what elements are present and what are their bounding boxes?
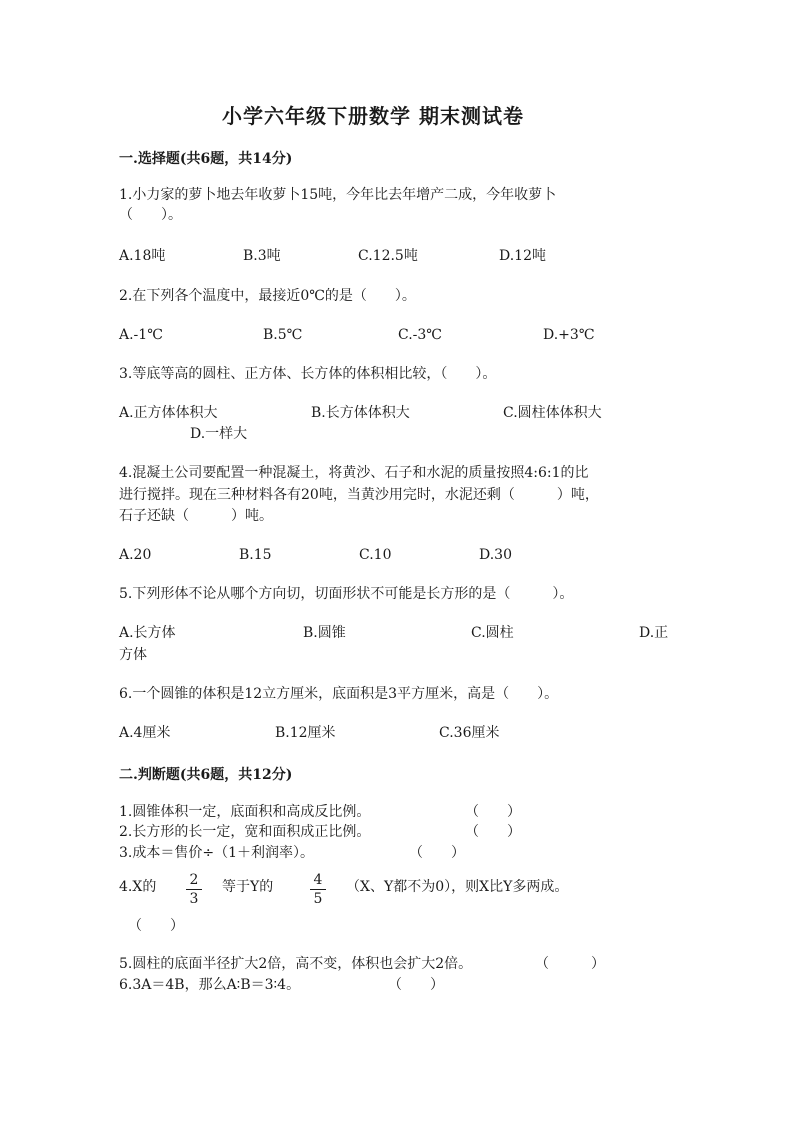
option-b[interactable]: B.长方体体积大	[311, 405, 410, 421]
option-b[interactable]: B.12厘米	[275, 725, 336, 741]
fraction-bar	[186, 889, 202, 890]
answer-blank[interactable]: （ ）	[535, 956, 605, 972]
statement-text: 3.成本＝售价÷（1＋利润率）。	[119, 845, 314, 861]
question-text: 进行搅拌。现在三种材料各有20吨，当黄沙用完时，水泥还剩（ ）吨，	[119, 487, 599, 503]
option-c[interactable]: C.10	[359, 547, 392, 563]
option-a[interactable]: A.4厘米	[119, 725, 171, 741]
fraction-numerator: 2	[189, 872, 199, 888]
fraction-bar	[310, 889, 326, 890]
page-title: 小学六年级下册数学 期末测试卷	[222, 104, 524, 128]
question-text: （ ）。	[119, 207, 182, 223]
option-d-continued: 方体	[119, 647, 147, 663]
fraction-two-thirds	[186, 872, 202, 907]
question-text: 5.下列形体不论从哪个方向切，切面形状不可能是长方形的是（ ）。	[119, 586, 574, 602]
option-d[interactable]: D.30	[479, 547, 512, 563]
option-d[interactable]: D.正	[639, 625, 669, 641]
option-b[interactable]: B.圆锥	[303, 625, 346, 641]
option-d[interactable]: D.12吨	[499, 248, 546, 264]
question-text: 4.混凝土公司要配置一种混凝土，将黄沙、石子和水泥的质量按照4:6:1的比	[119, 465, 589, 481]
section-heading-true-false: 二.判断题(共6题，共12分)	[119, 767, 293, 783]
answer-blank[interactable]: （ ）	[409, 845, 465, 861]
statement-text: 1.圆锥体积一定，底面积和高成反比例。	[119, 804, 371, 820]
fraction-numerator: 4	[313, 872, 323, 888]
fraction-four-fifths	[310, 872, 326, 907]
statement-text: （X、Y都不为0），则X比Y多两成。	[346, 879, 569, 895]
statement-text: 5.圆柱的底面半径扩大2倍，高不变，体积也会扩大2倍。	[119, 956, 473, 972]
question-text: 6.一个圆锥的体积是12立方厘米，底面积是3平方厘米，高是（ ）。	[119, 686, 559, 702]
option-a[interactable]: A.长方体	[119, 625, 176, 641]
answer-blank[interactable]: （ ）	[465, 824, 521, 840]
option-a[interactable]: A.-1℃	[119, 327, 163, 343]
question-text: 3.等底等高的圆柱、正方体、长方体的体积相比较，（ ）。	[119, 366, 497, 382]
option-a[interactable]: A.正方体体积大	[119, 405, 218, 421]
question-text: 2.在下列各个温度中，最接近0℃的是（ ）。	[119, 288, 416, 304]
option-b[interactable]: B.3吨	[243, 248, 281, 264]
statement-text: 6.3A＝4B，那么A∶B＝3∶4。	[119, 977, 301, 993]
option-c[interactable]: C.圆柱	[471, 625, 514, 641]
fraction-denominator: 5	[313, 891, 323, 907]
answer-blank[interactable]: （ ）	[465, 804, 521, 820]
answer-blank[interactable]: （ ）	[128, 918, 184, 934]
question-text: 石子还缺（ ）吨。	[119, 508, 273, 524]
option-c[interactable]: C.圆柱体体积大	[503, 405, 602, 421]
section-heading-multiple-choice: 一.选择题(共6题，共14分)	[119, 151, 293, 167]
option-a[interactable]: A.20	[119, 547, 152, 563]
option-c[interactable]: C.12.5吨	[358, 248, 418, 264]
statement-text: 4.X的	[119, 879, 157, 895]
answer-blank[interactable]: （ ）	[388, 977, 444, 993]
option-d[interactable]: D.+3℃	[543, 327, 595, 343]
option-a[interactable]: A.18吨	[119, 248, 166, 264]
option-c[interactable]: C.-3℃	[398, 327, 442, 343]
option-b[interactable]: B.5℃	[263, 327, 303, 343]
option-c[interactable]: C.36厘米	[439, 725, 500, 741]
statement-text: 等于Y的	[222, 879, 274, 895]
statement-text: 2.长方形的长一定，宽和面积成正比例。	[119, 824, 371, 840]
option-d[interactable]: D.一样大	[190, 426, 248, 442]
fraction-denominator: 3	[189, 891, 199, 907]
option-b[interactable]: B.15	[239, 547, 272, 563]
question-text: 1.小力家的萝卜地去年收萝卜15吨，今年比去年增产二成，今年收萝卜	[119, 187, 557, 203]
